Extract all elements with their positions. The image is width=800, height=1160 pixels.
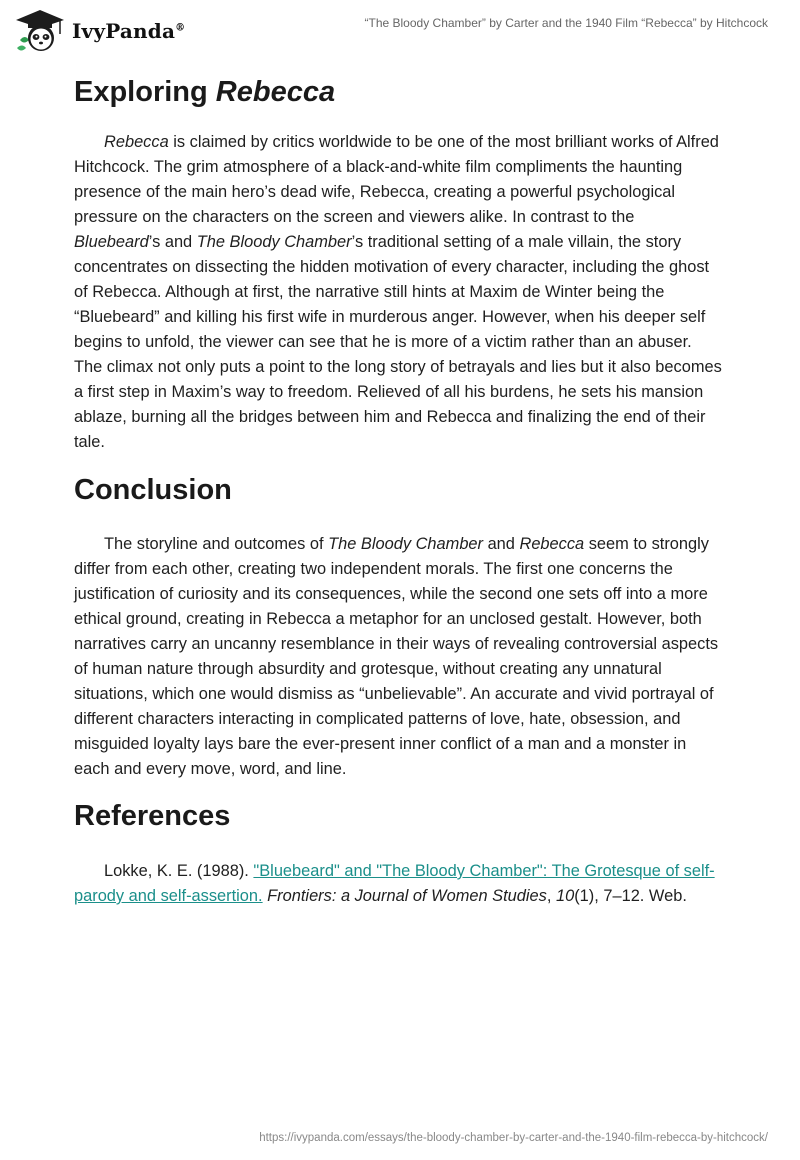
reference-link[interactable]: "Bluebeard" and "The Bloody Chamber": The Grotesque of self-parody and self-assertion. xyxy=(74,862,715,905)
heading-conclusion: Conclusion xyxy=(74,474,232,506)
panda-graduate-icon xyxy=(14,8,66,54)
reference-entry: Lokke, K. E. (1988). "Bluebeard" and "The Bloody Chamber": The Grotesque of self-parody and self-assertion. Frontiers: a Journal of Women Studies, 10(1), 7–12. Web. xyxy=(74,862,715,905)
ivypanda-logo[interactable] xyxy=(14,8,214,54)
document-body xyxy=(74,70,724,909)
heading-references: References xyxy=(74,800,231,832)
brand-name: IvyPanda® xyxy=(72,19,186,43)
footer-url: https://ivypanda.com/essays/the-bloody-chamber-by-carter-and-the-1940-film-rebecca-by-hitchcock/ xyxy=(259,1132,768,1144)
document-title: “The Bloody Chamber” by Carter and the 1940 Film “Rebecca” by Hitchcock xyxy=(364,16,768,30)
page-header xyxy=(0,0,800,60)
heading-exploring-rebecca: Exploring Rebecca xyxy=(74,76,336,108)
paragraph-conclusion: The storyline and outcomes of The Bloody Chamber and Rebecca seem to strongly differ from each other, creating two independent morals. The first one concerns the justification of curiosity and its consequences, while the second one sets off into a more ethical ground, creating in Rebecca a metaphor for an unclosed gestalt. However, both narratives carry an uncanny resemblance in their ways of revealing controversial aspects of human nature through absurdity and grotesque, without creating any unnatural situations, which one would dismiss as “unbelievable”. An accurate and vivid portrayal of different characters interacting in complicated patterns of love, hate, obsession, and misguided loyalty lays bare the ever-present inner conflict of a man and a monster in each and every move, word, and line. xyxy=(74,535,719,778)
paragraph-exploring: Rebecca is claimed by critics worldwide to be one of the most brilliant works of Alfred Hitchcock. The grim atmosphere of a black-and-white film compliments the haunting presence of the main hero’s dead wife, Rebecca, creating a powerful psychological pressure on the characters on the screen and viewers alike. In contrast to the Bluebeard’s and The Bloody Chamber’s traditional setting of a male villain, the story concentrates on dissecting the hidden motivation of every character, including the ghost of Rebecca. Although at first, the narrative still hints at Maxim de Winter being the “Bluebeard” and killing his first wife in murderous anger. However, when his deeper self begins to unfold, the viewer can see that he is more of a victim rather than an abuser. The climax not only puts a point to the long story of betrayals and lies but it also becomes a first step in Maxim’s way to freedom. Relieved of all his burdens, he sets his mansion ablaze, burning all the bridges between him and Rebecca and finalizing the end of their tale. xyxy=(74,133,722,451)
